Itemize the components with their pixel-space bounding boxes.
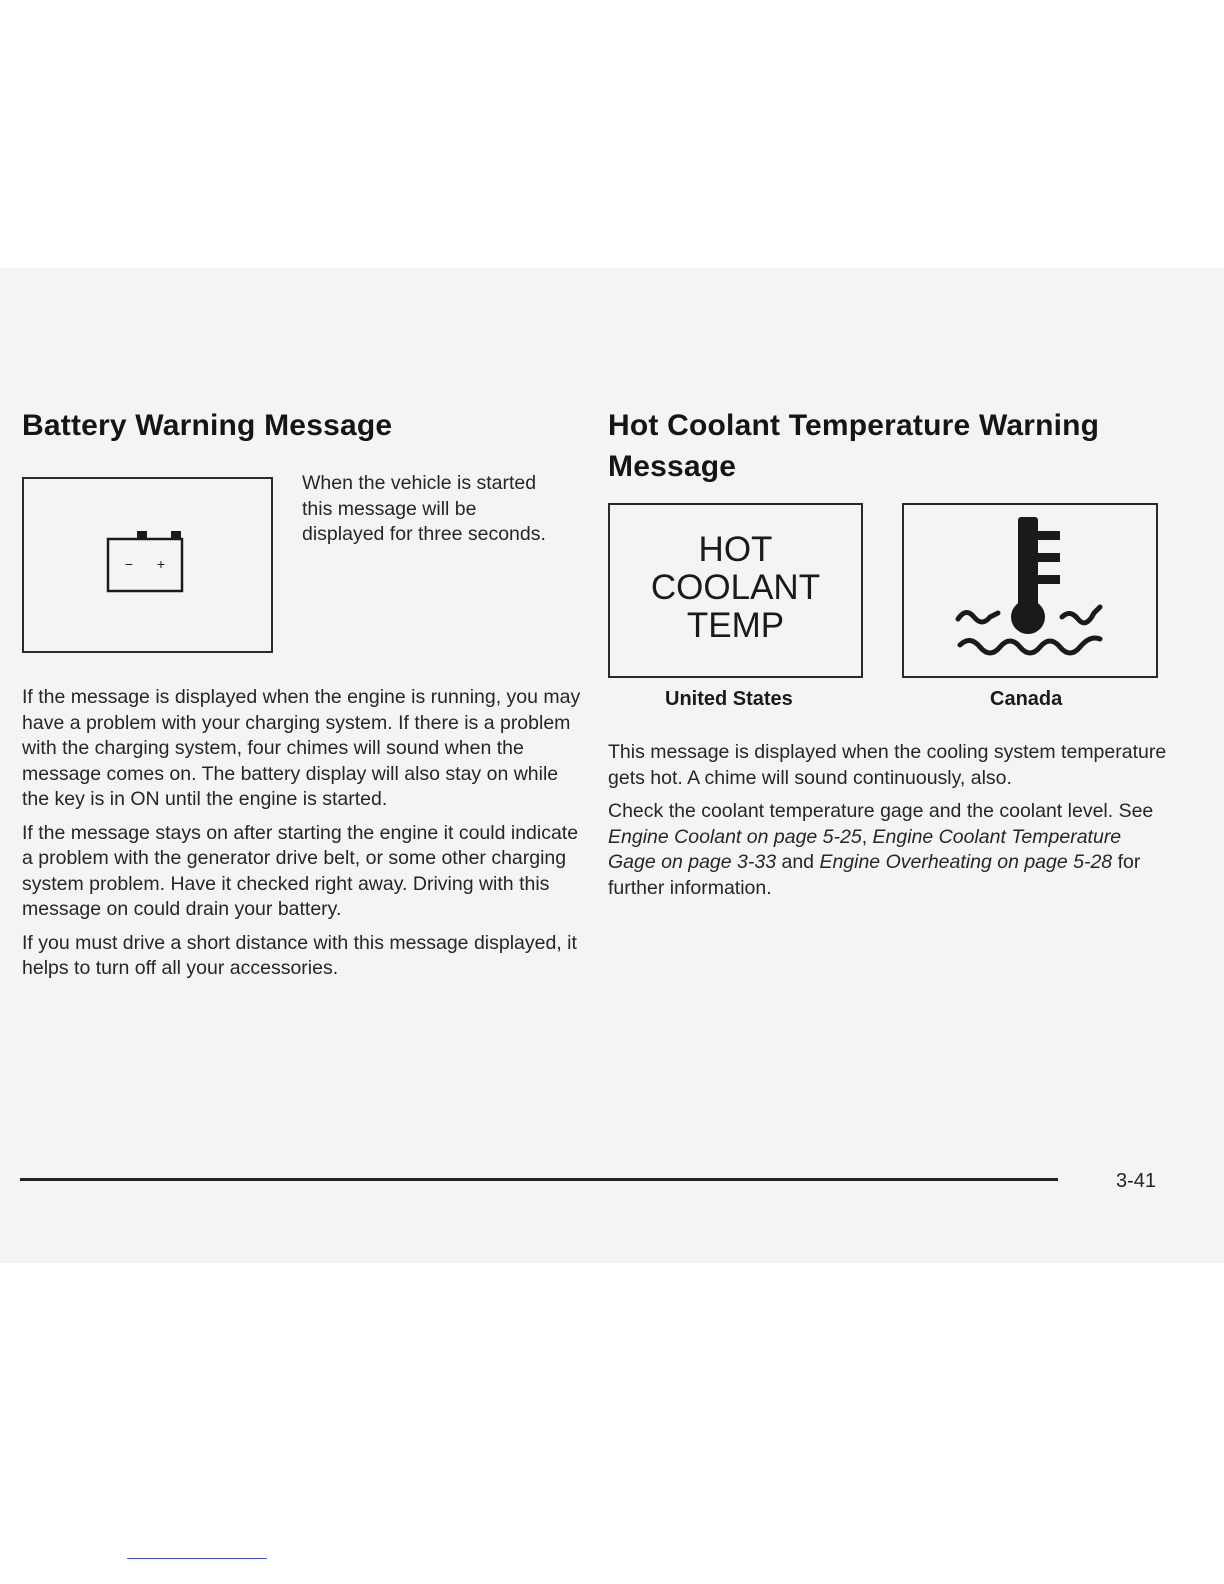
us-display-text: [610, 531, 861, 645]
us-display-line-3: TEMP: [686, 606, 785, 645]
canada-label: Canada: [990, 688, 1063, 710]
coolant-paragraph-1: This message is displayed when the cooling system temperature gets hot. A chime will sound continuously, also.: [608, 741, 1167, 789]
coolant-body: [608, 740, 1168, 909]
battery-heading: Battery Warning Message: [22, 409, 393, 442]
footer-rule: [20, 1178, 1058, 1181]
battery-warning-display: [22, 477, 273, 653]
battery-paragraph-1: If the message is displayed when the engine is running, you may have a problem with your charging system. If there is a problem with the charging system, four chimes will sound when the message comes on. The battery display will also stay on while the key is in ON until the engine is started.: [22, 686, 581, 810]
us-label: United States: [665, 688, 793, 710]
canada-coolant-display: [902, 503, 1158, 678]
coolant-paragraph-2-text-a: Check the coolant temperature gage and the coolant level. See: [608, 800, 1154, 822]
us-display-line-1: HOT: [698, 530, 773, 569]
battery-icon: [22, 477, 273, 653]
coolant-gage-reference: Engine Coolant Temperature Gage on page 3-33: [608, 825, 1122, 873]
battery-caption: When the vehicle is started this message will be displayed for three seconds.: [302, 472, 546, 545]
coolant-paragraph-2: [608, 799, 1168, 901]
battery-plus-sign: +: [156, 556, 166, 572]
coolant-paragraph-2-text-b: for further information.: [608, 851, 1141, 899]
battery-body: [22, 685, 582, 990]
coolant-heading: Hot Coolant Temperature Warning Message: [608, 409, 1100, 483]
battery-minus-sign: −: [124, 556, 134, 572]
reference-separator-2: and: [776, 851, 820, 873]
coolant-temperature-icon: [902, 503, 1158, 678]
battery-paragraph-3: If you must drive a short distance with this message displayed, it helps to turn off all your accessories.: [22, 931, 577, 979]
engine-coolant-reference: Engine Coolant on page 5-25: [608, 825, 862, 848]
page-number: 3-41: [1116, 1170, 1157, 1192]
bottom-link-underline: [127, 1558, 267, 1559]
engine-overheating-reference: Engine Overheating on page 5-28: [819, 851, 1113, 873]
us-coolant-display: [608, 503, 863, 678]
battery-paragraph-2: If the message stays on after starting the engine it could indicate a problem with the generator drive belt, or some other charging system problem. Have it checked right away. Driving with this message on could drain your battery.: [22, 821, 579, 920]
reference-separator-1: ,: [861, 825, 873, 848]
us-display-line-2: COOLANT: [650, 568, 821, 607]
